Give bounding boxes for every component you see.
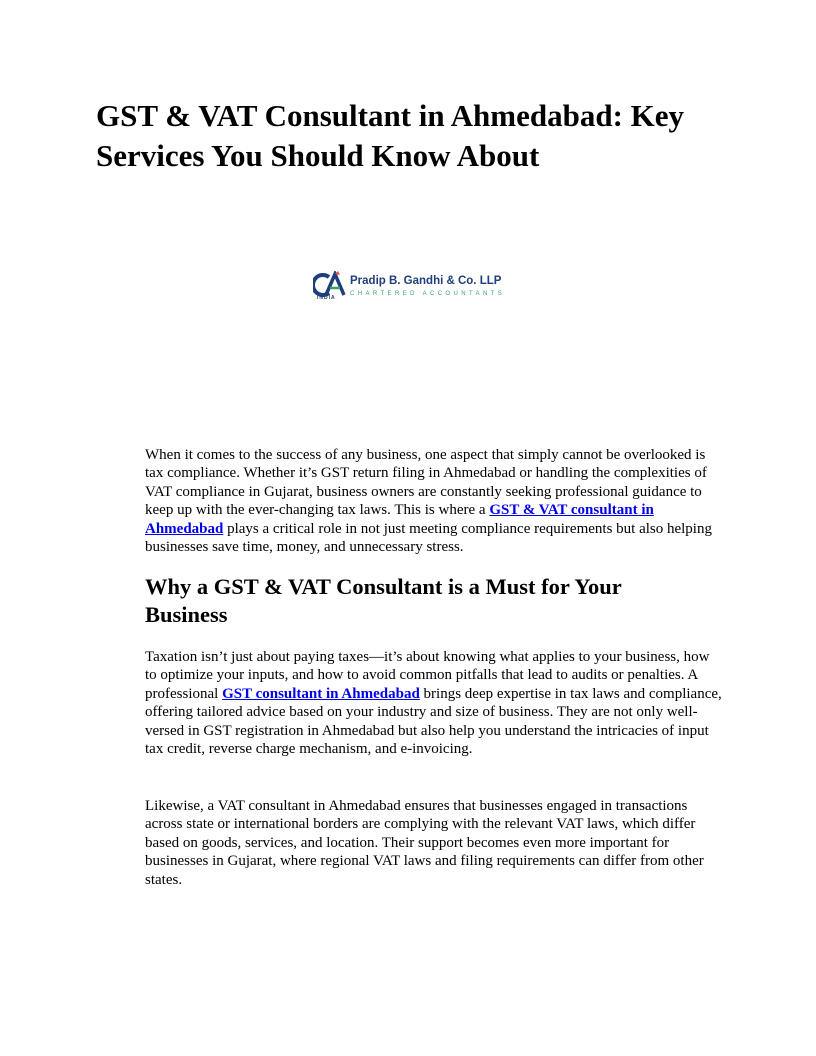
- section-heading: Why a GST & VAT Consultant is a Must for Your Business: [145, 574, 622, 627]
- logo-brand-name: Pradip B. Gandhi & Co. LLP: [350, 275, 502, 287]
- logo-country: INDIA: [317, 295, 336, 301]
- para1-text-end: brings deep expertise in tax laws and compliance, offering tailored advice based on your industry and size of business. They are not only well-versed in GST registration in Ahmedabad but also help you understand the intricacies of input tax credit, reverse charge mechanism, and e-invoicing.: [145, 685, 722, 758]
- para1-text-start: Taxation isn’t just about paying taxes—it’s about knowing what applies to your business, how to optimize your inputs, and how to avoid common pitfalls that lead to audits or penalties. A professional: [145, 649, 710, 702]
- section-paragraph-1: [145, 648, 723, 758]
- company-logo: [313, 271, 513, 305]
- gst-vat-consultant-link[interactable]: GST & VAT consultant in Ahmedabad: [145, 502, 654, 537]
- intro-text-end: plays a critical role in not just meeting compliance requirements but also helping businesses save time, money, and unnecessary stress.: [145, 520, 712, 556]
- intro-text-start: When it comes to the success of any business, one aspect that simply cannot be overlooked is tax compliance. Whether it’s GST return filing in Ahmedabad or handling the complexities of VAT compliance in Gujarat, business owners are constantly seeking professional guidance to keep up with the ever-changing tax laws. This is where a: [145, 447, 707, 519]
- gst-consultant-link[interactable]: GST consultant in Ahmedabad: [222, 685, 420, 702]
- intro-paragraph: [145, 446, 725, 556]
- section-paragraph-2: Likewise, a VAT consultant in Ahmedabad ensures that businesses engaged in transactions across state or international borders are complying with the relevant VAT laws, which differ based on goods, services, and location. Their support becomes even more important for businesses in Gujarat, where regional VAT laws and filing requirements can differ from other states.: [145, 798, 704, 888]
- page-title: GST & VAT Consultant in Ahmedabad: Key Services You Should Know About: [96, 98, 685, 173]
- logo-tagline: CHARTERED ACCOUNTANTS: [350, 291, 506, 297]
